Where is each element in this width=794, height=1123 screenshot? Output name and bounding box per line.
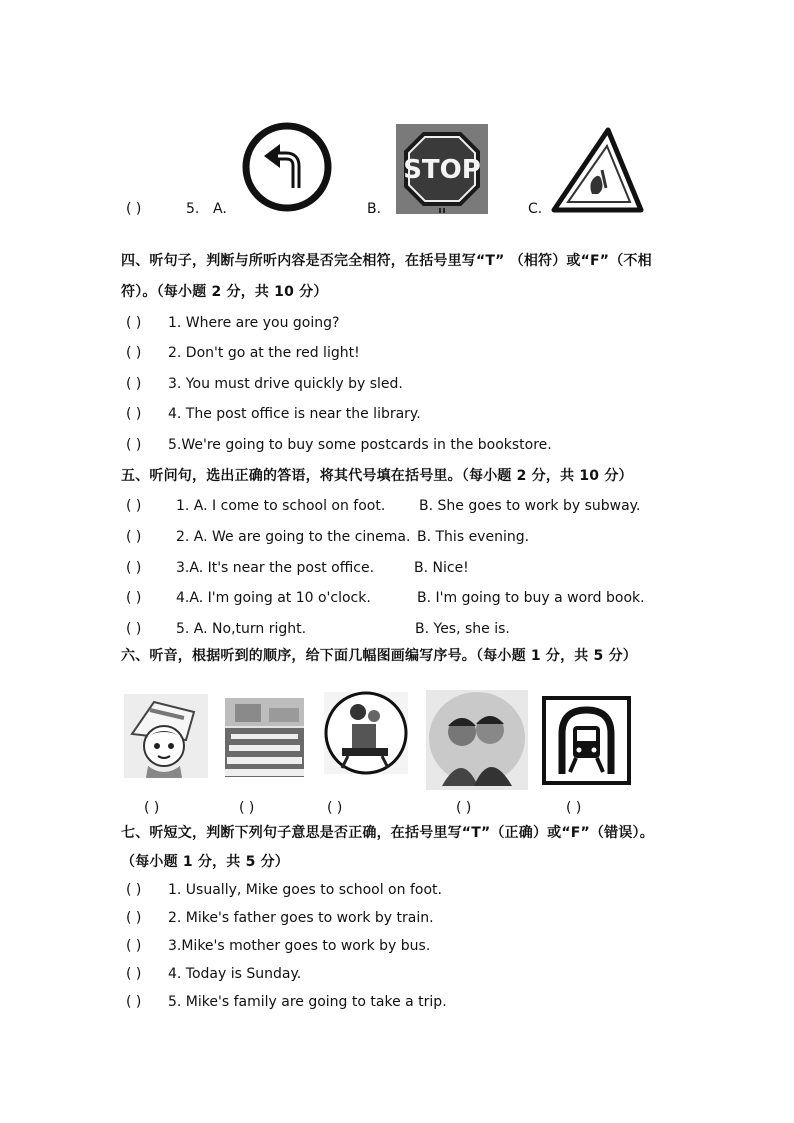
answer-bracket-s5-2[interactable]: ( ) <box>126 529 142 545</box>
s5-item-2-option-b: B. This evening. <box>417 529 530 545</box>
question-number-5: 5. <box>186 201 200 217</box>
s5-item-3-option-a: 3.A. It's near the post office. <box>176 560 375 576</box>
section-7-heading: 七、听短文，判断下列句子意思是否正确，在括号里写“T”（正确）或“F”（错误）。 <box>121 825 654 841</box>
section-7-heading-cont: （每小题 1 分，共 5 分） <box>121 854 289 870</box>
section-6-heading: 六、听音，根据听到的顺序，给下面几幅图画编写序号。（每小题 1 分，共 5 分） <box>121 648 637 664</box>
answer-bracket-s6-4[interactable]: ( ) <box>456 800 472 816</box>
s7-item-3: 3.Mike's mother goes to work by bus. <box>168 938 431 954</box>
s7-item-4: 4. Today is Sunday. <box>168 966 302 982</box>
answer-bracket-s4-2[interactable]: ( ) <box>126 345 142 361</box>
s5-item-4-option-b: B. I'm going to buy a word book. <box>417 590 645 606</box>
answer-bracket-s6-3[interactable]: ( ) <box>327 800 343 816</box>
section-5-heading: 五、听问句，选出正确的答语，将其代号填在括号里。（每小题 2 分，共 10 分） <box>121 468 633 484</box>
answer-bracket-s5-1[interactable]: ( ) <box>126 498 142 514</box>
answer-bracket-s4-3[interactable]: ( ) <box>126 376 142 392</box>
s4-item-1: 1. Where are you going? <box>168 315 340 331</box>
answer-bracket-s7-2[interactable]: ( ) <box>126 910 142 926</box>
s5-item-5-option-b: B. Yes, she is. <box>415 621 510 637</box>
s5-item-4-option-a: 4.A. I'm going at 10 o'clock. <box>176 590 371 606</box>
s4-item-2: 2. Don't go at the red light! <box>168 345 360 361</box>
s4-item-3: 3. You must drive quickly by sled. <box>168 376 403 392</box>
option-a-label: A. <box>213 201 227 217</box>
answer-bracket-s7-5[interactable]: ( ) <box>126 994 142 1010</box>
section-4-heading: 四、听句子，判断与所听内容是否完全相符，在括号里写“T” （相符）或“F”（不相 <box>121 253 652 269</box>
answer-bracket-s6-2[interactable]: ( ) <box>239 800 255 816</box>
option-c-label: C. <box>528 201 543 217</box>
sign-stop <box>396 124 488 214</box>
s5-item-1-option-a: 1. A. I come to school on foot. <box>176 498 386 514</box>
s7-item-5: 5. Mike's family are going to take a trip. <box>168 994 447 1010</box>
sign-warning-triangle <box>550 126 645 216</box>
sign-turn-left-circle <box>242 122 332 212</box>
s5-item-2-option-a: 2. A. We are going to the cinema. <box>176 529 411 545</box>
picture-cartoon-girl <box>124 694 208 778</box>
answer-bracket-s5-4[interactable]: ( ) <box>126 590 142 606</box>
s7-item-2: 2. Mike's father goes to work by train. <box>168 910 434 926</box>
stop-text: STOP <box>403 155 481 185</box>
section-4-heading-cont: 符）。（每小题 2 分，共 10 分） <box>121 284 328 300</box>
answer-bracket-s6-5[interactable]: ( ) <box>566 800 582 816</box>
answer-bracket-s4-5[interactable]: ( ) <box>126 437 142 453</box>
s4-item-4: 4. The post office is near the library. <box>168 406 421 422</box>
answer-bracket-s6-1[interactable]: ( ) <box>144 800 160 816</box>
answer-bracket-s4-4[interactable]: ( ) <box>126 406 142 422</box>
answer-bracket-s7-1[interactable]: ( ) <box>126 882 142 898</box>
option-b-label: B. <box>367 201 382 217</box>
s5-item-1-option-b: B. She goes to work by subway. <box>419 498 641 514</box>
s4-item-5: 5.We're going to buy some postcards in the bookstore. <box>168 437 552 453</box>
picture-crosswalk <box>225 698 304 777</box>
answer-bracket-q5[interactable]: ( ) <box>126 201 142 217</box>
picture-circle-scene <box>322 688 410 778</box>
s7-item-1: 1. Usually, Mike goes to school on foot. <box>168 882 442 898</box>
answer-bracket-s7-3[interactable]: ( ) <box>126 938 142 954</box>
answer-bracket-s4-1[interactable]: ( ) <box>126 315 142 331</box>
answer-bracket-s7-4[interactable]: ( ) <box>126 966 142 982</box>
picture-subway-sign <box>542 696 631 785</box>
picture-two-people <box>426 690 528 790</box>
s5-item-3-option-b: B. Nice! <box>414 560 469 576</box>
answer-bracket-s5-3[interactable]: ( ) <box>126 560 142 576</box>
answer-bracket-s5-5[interactable]: ( ) <box>126 621 142 637</box>
s5-item-5-option-a: 5. A. No,turn right. <box>176 621 307 637</box>
